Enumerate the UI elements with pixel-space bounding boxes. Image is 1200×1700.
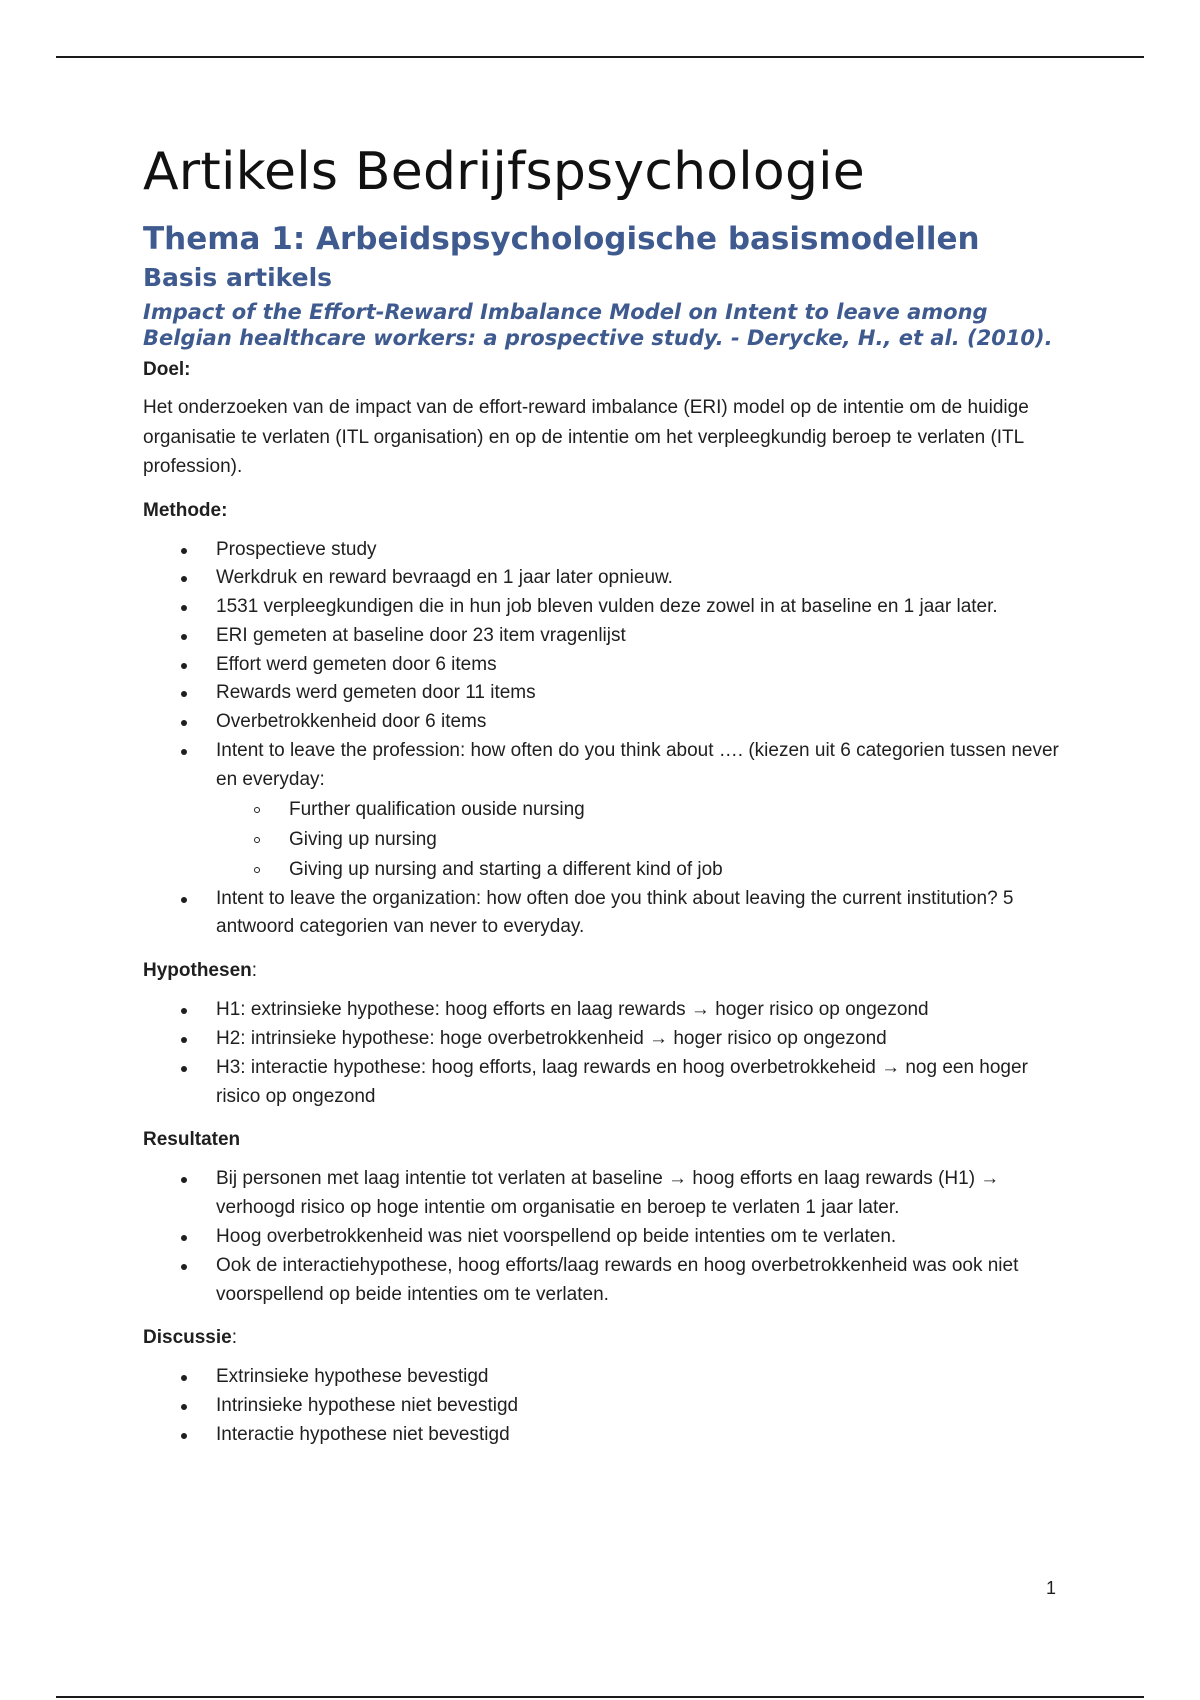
circle-bullet-icon xyxy=(254,807,260,813)
theme-heading: Thema 1: Arbeidspsychologische basismodellen xyxy=(143,221,980,257)
bullet-icon xyxy=(181,548,187,554)
bullet-icon xyxy=(181,720,187,726)
list-item: Prospectieve study xyxy=(143,536,1073,565)
section-subheading: Basis artikels xyxy=(143,263,333,292)
article-title: Impact of the Effort-Reward Imbalance Model on Intent to leave among Belgian healthcare workers: a prospective study. - Derycke, H., et al. (2010). xyxy=(143,300,1053,350)
bullet-icon xyxy=(181,1264,187,1270)
doel-text: Het onderzoeken van de impact van de effort-reward imbalance (ERI) model op de intentie om de huidige organisatie te verlaten (ITL organisation) en op de intentie om het verpleegkundig beroep te verlaten (ITL profession). xyxy=(143,397,1029,477)
discussie-label: Discussie: xyxy=(143,1327,238,1349)
list-item: Rewards werd gemeten door 11 items xyxy=(143,679,1073,708)
list-item: Intent to leave the profession: how often do you think about …. (kiezen uit 6 categorien tussen never en everyday: Further qualification ouside nursing Giving up nursing Giving up nursing and starting a different kind of job xyxy=(143,737,1073,885)
hypothesen-section xyxy=(143,956,1073,1111)
bullet-icon xyxy=(181,576,187,582)
methode-list xyxy=(143,536,1073,943)
bullet-icon xyxy=(181,1235,187,1241)
list-item: H3: interactie hypothese: hoog efforts, laag rewards en hoog overbetrokkeheid → nog een hoger risico op ongezond xyxy=(143,1054,1073,1112)
methode-label: Methode: xyxy=(143,499,228,521)
resultaten-section xyxy=(143,1125,1073,1309)
bullet-icon xyxy=(181,605,187,611)
bullet-icon xyxy=(181,1008,187,1014)
list-item: Hoog overbetrokkenheid was niet voorspellend op beide intenties om te verlaten. xyxy=(143,1223,1073,1252)
page-number: 1 xyxy=(1046,1578,1057,1598)
header-rule xyxy=(56,56,1144,58)
discussie-section xyxy=(143,1323,1073,1449)
list-item: Interactie hypothese niet bevestigd xyxy=(143,1421,1073,1450)
methode-section xyxy=(143,496,1073,943)
list-item: Effort werd gemeten door 6 items xyxy=(143,651,1073,680)
bullet-icon xyxy=(181,634,187,640)
doel-section xyxy=(143,355,1073,482)
bullet-icon xyxy=(181,897,187,903)
bullet-icon xyxy=(181,1037,187,1043)
resultaten-list xyxy=(143,1165,1073,1309)
resultaten-label: Resultaten xyxy=(143,1129,241,1151)
circle-bullet-icon xyxy=(254,837,260,843)
circle-bullet-icon xyxy=(254,867,260,873)
bullet-icon xyxy=(181,691,187,697)
doel-label: Doel: xyxy=(143,359,191,380)
discussie-list xyxy=(143,1363,1073,1449)
list-item: Ook de interactiehypothese, hoog efforts/laag rewards en hoog overbetrokkenheid was ook niet voorspellend op beide intenties om te verlaten. xyxy=(143,1252,1073,1310)
hypothesen-list xyxy=(143,996,1073,1111)
list-item: H2: intrinsieke hypothese: hoge overbetrokkenheid → hoger risico op ongezond xyxy=(143,1025,1073,1054)
sublist-item: Giving up nursing and starting a different kind of job xyxy=(216,855,1073,885)
bullet-icon xyxy=(181,749,187,755)
bullet-icon xyxy=(181,1433,187,1439)
footer-rule xyxy=(56,1696,1144,1698)
bullet-icon xyxy=(181,1375,187,1381)
list-item: ERI gemeten at baseline door 23 item vragenlijst xyxy=(143,622,1073,651)
list-item: Bij personen met laag intentie tot verlaten at baseline → hoog efforts en laag rewards (H1) → verhoogd risico op hoge intentie om organisatie en beroep te verlaten 1 jaar later. xyxy=(143,1165,1073,1223)
document-title: Artikels Bedrijfspsychologie xyxy=(143,142,865,202)
list-item: H1: extrinsieke hypothese: hoog efforts en laag rewards → hoger risico op ongezond xyxy=(143,996,1073,1025)
sublist-item: Further qualification ouside nursing xyxy=(216,795,1073,825)
list-item: Intent to leave the organization: how often doe you think about leaving the current institution? 5 antwoord categorien van never to everyday. xyxy=(143,885,1073,943)
list-item: Extrinsieke hypothese bevestigd xyxy=(143,1363,1073,1392)
sublist-item: Giving up nursing xyxy=(216,825,1073,855)
bullet-icon xyxy=(181,1066,187,1072)
list-item: Werkdruk en reward bevraagd en 1 jaar later opnieuw. xyxy=(143,564,1073,593)
page-content xyxy=(143,135,1073,1450)
bullet-icon xyxy=(181,1177,187,1183)
list-item: Intrinsieke hypothese niet bevestigd xyxy=(143,1392,1073,1421)
hypothesen-label: Hypothesen: xyxy=(143,960,258,982)
list-item: 1531 verpleegkundigen die in hun job bleven vulden deze zowel in at baseline en 1 jaar later. xyxy=(143,593,1073,622)
methode-sublist xyxy=(216,795,1073,885)
list-item: Overbetrokkenheid door 6 items xyxy=(143,708,1073,737)
bullet-icon xyxy=(181,663,187,669)
bullet-icon xyxy=(181,1404,187,1410)
